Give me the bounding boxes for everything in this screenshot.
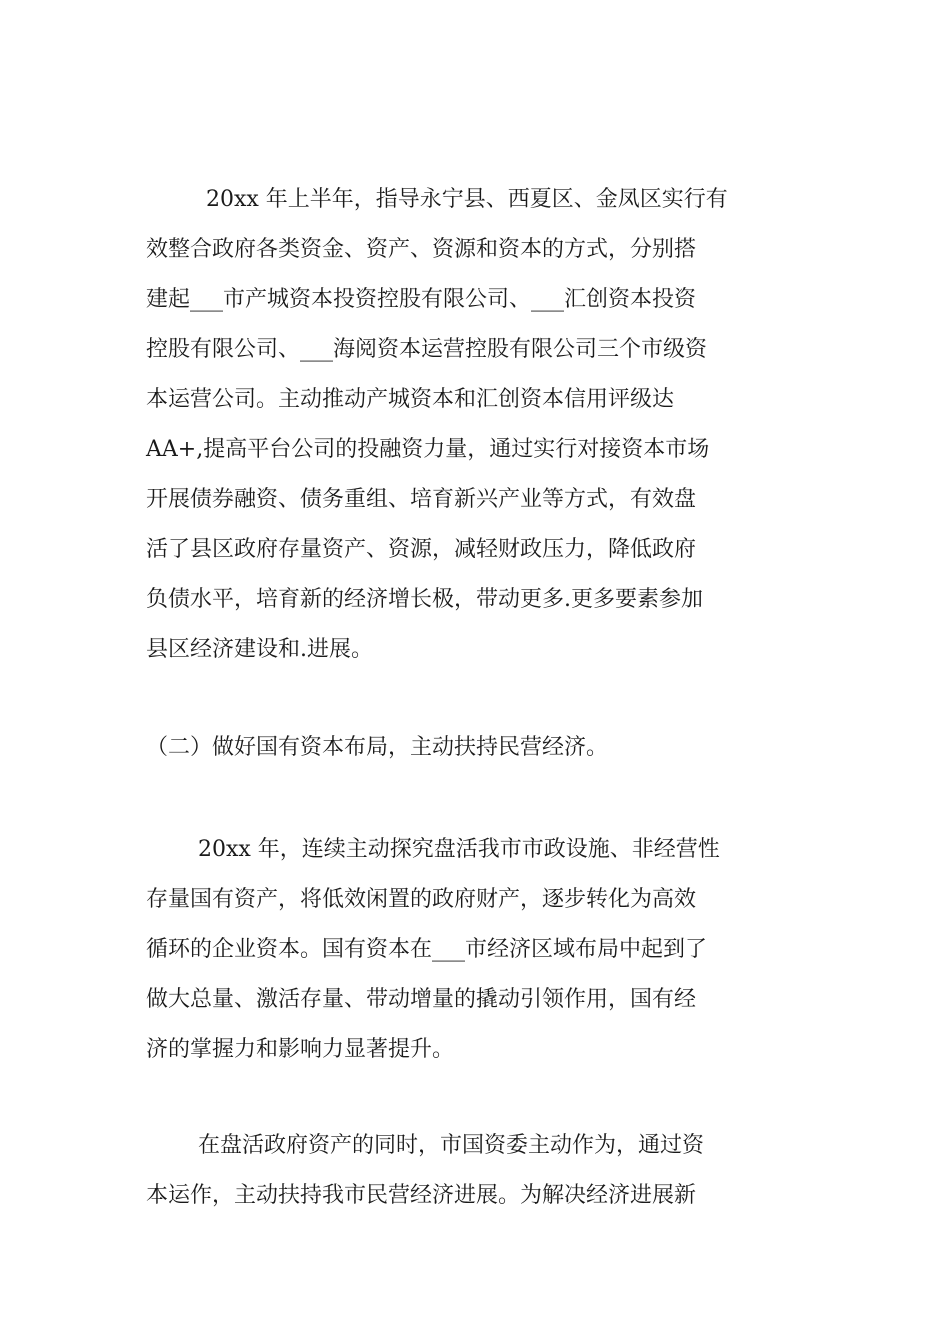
paragraph-line: 县区经济建设和.进展。: [146, 637, 373, 662]
paragraph-line: AA+,提高平台公司的投融资力量，通过实行对接资本市场: [146, 437, 710, 462]
paragraph-line: 控股有限公司、___海阅资本运营控股有限公司三个市级资: [146, 337, 708, 362]
paragraph-line: 活了县区政府存量资产、资源，减轻财政压力，降低政府: [146, 537, 697, 562]
paragraph-line: 开展债券融资、债务重组、培育新兴产业等方式，有效盘: [146, 487, 697, 512]
paragraph-line: 在盘活政府资产的同时，市国资委主动作为，通过资: [198, 1133, 705, 1158]
paragraph-line: 循环的企业资本。国有资本在___市经济区域布局中起到了: [146, 937, 708, 962]
paragraph-line: 做大总量、激活存量、带动增量的撬动引领作用，国有经: [146, 987, 697, 1012]
paragraph-line: 20xx 年，连续主动探究盘活我市市政设施、非经营性: [198, 837, 720, 862]
paragraph-line: 本运营公司。主动推动产城资本和汇创资本信用评级达: [146, 387, 675, 412]
paragraph-line: 负债水平，培育新的经济增长极，带动更多.更多要素参加: [146, 587, 703, 612]
paragraph-line: 效整合政府各类资金、资产、资源和资本的方式，分别搭: [146, 237, 697, 262]
paragraph-line: 20xx 年上半年，指导永宁县、西夏区、金凤区实行有: [206, 187, 728, 212]
paragraph-line: 济的掌握力和影响力显著提升。: [146, 1037, 455, 1062]
paragraph-line: 建起___市产城资本投资控股有限公司、___汇创资本投资: [146, 287, 697, 312]
section-heading: （二）做好国有资本布局，主动扶持民营经济。: [146, 735, 609, 760]
paragraph-line: 本运作，主动扶持我市民营经济进展。为解决经济进展新: [146, 1183, 697, 1208]
paragraph-line: 存量国有资产，将低效闲置的政府财产，逐步转化为高效: [146, 887, 697, 912]
